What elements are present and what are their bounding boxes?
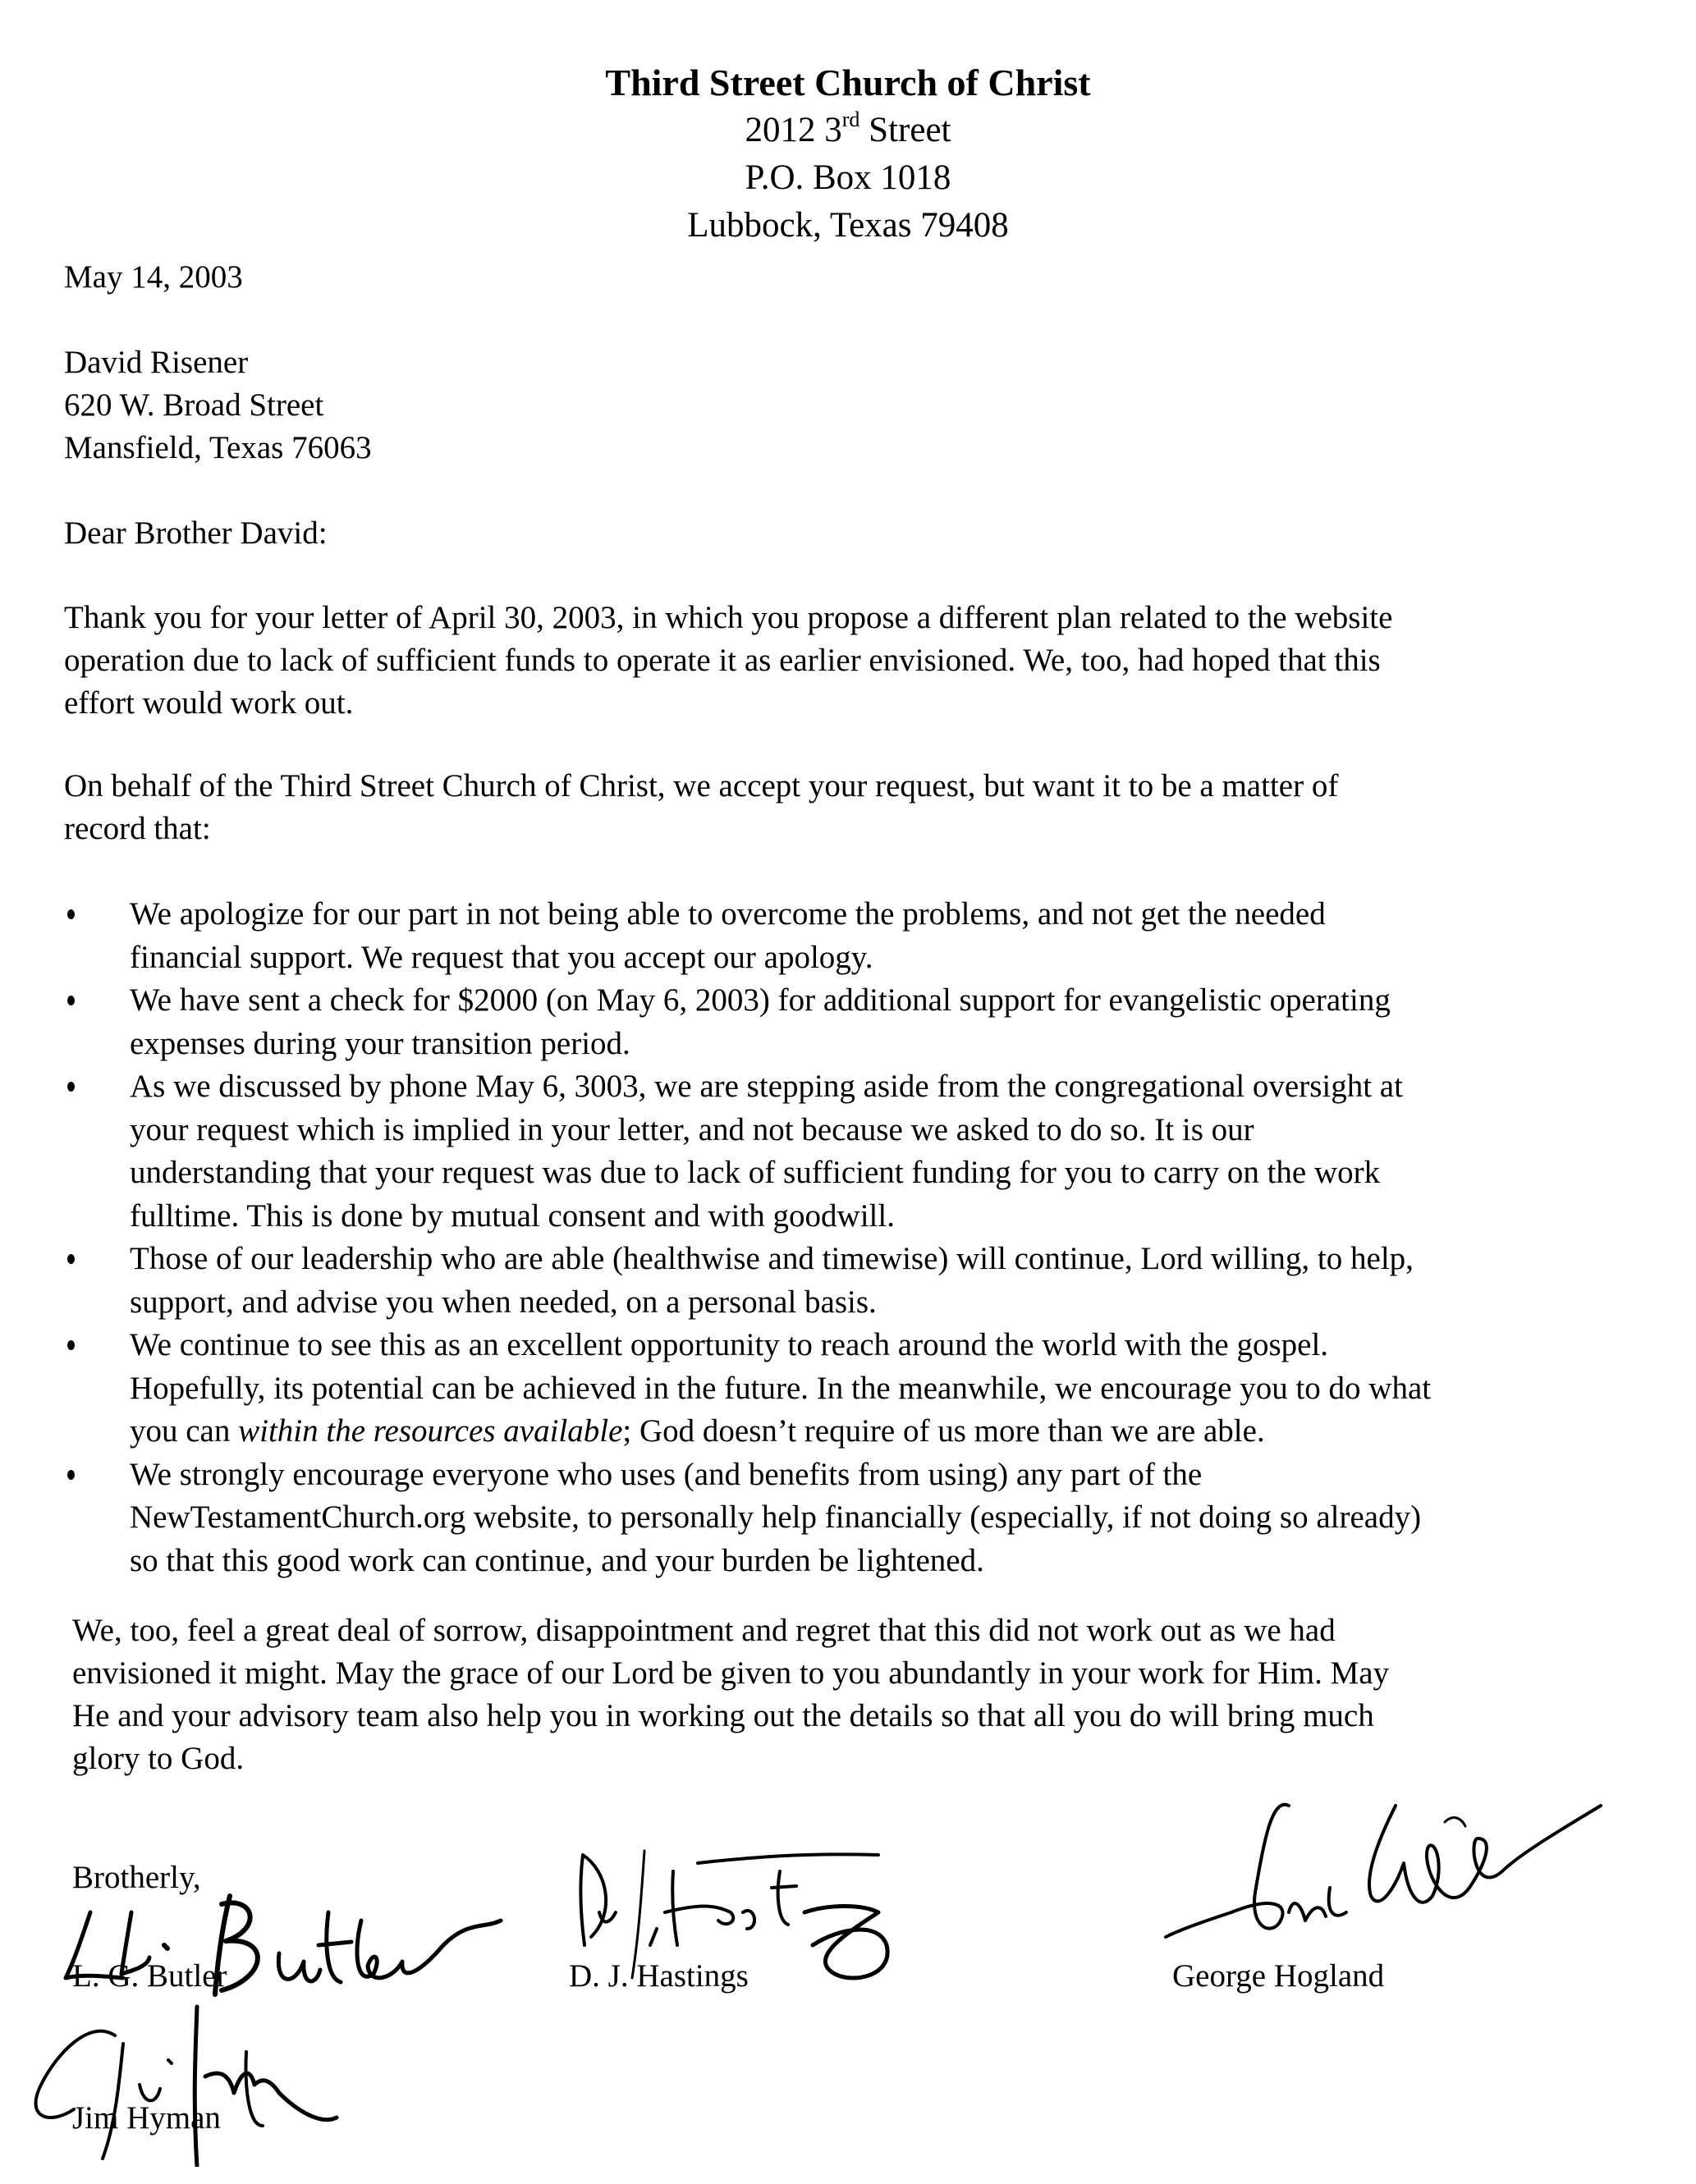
bullet-line: As we discussed by phone May 6, 3003, we are stepping aside from the congregational oversight at: [130, 1069, 1403, 1104]
text-run: ; God doesn’t require of us more than we are able.: [622, 1413, 1265, 1449]
recipient-street: 620 W. Broad Street: [64, 387, 324, 423]
list-item: [64, 1454, 1665, 1583]
closing-paragraph: [72, 1609, 1648, 1780]
church-street-address: [0, 107, 1696, 154]
intro-paragraph: [64, 597, 1640, 725]
paragraph-line: effort would work out.: [64, 685, 354, 721]
bullet-line: [130, 1410, 1665, 1454]
bullet-line: We strongly encourage everyone who uses (and benefits from using) any part of the: [130, 1456, 1203, 1492]
signature-hogland: [1149, 1789, 1609, 1970]
signatory-name-hastings: D. J. Hastings: [569, 1958, 749, 1994]
bullet-line: expenses during your transition period.: [130, 1025, 630, 1061]
letter-date: May 14, 2003: [64, 259, 243, 295]
list-item: [64, 1065, 1665, 1238]
bullet-line: We apologize for our part in not being able to overcome the problems, and not get the needed: [130, 896, 1326, 932]
paragraph-line: glory to God.: [72, 1741, 245, 1776]
paragraph-line: envisioned it might. May the grace of our Lord be given to you abundantly in your work for Him. May: [72, 1655, 1390, 1691]
paragraph-line: On behalf of the Third Street Church of Christ, we accept your request, but want it to be a matter of: [64, 768, 1339, 804]
salutation: Dear Brother David:: [64, 515, 328, 551]
bullet-line: Those of our leadership who are able (healthwise and timewise) will continue, Lord willing, to help,: [130, 1241, 1414, 1276]
recipient-name: David Risener: [64, 345, 249, 380]
bullet-icon: [67, 1340, 75, 1350]
bullet-icon: [67, 1254, 75, 1264]
bullet-icon: [67, 1082, 75, 1092]
bullet-line: We have sent a check for $2000 (on May 6, 2003) for additional support for evangelistic operating: [130, 982, 1391, 1018]
recipient-city-state-zip: Mansfield, Texas 76063: [64, 430, 372, 465]
paragraph-line: operation due to lack of sufficient funds to operate it as earlier envisioned. We, too, had hoped that this: [64, 643, 1381, 678]
valediction: Brotherly,: [72, 1860, 201, 1895]
paragraph-line: record that:: [64, 811, 211, 846]
list-item: [64, 979, 1665, 1065]
bullet-icon: [67, 909, 75, 919]
signature-hyman: [25, 2003, 386, 2167]
list-item: [64, 893, 1665, 979]
bullet-line: understanding that your request was due to lack of sufficient funding for you to carry on the work: [130, 1155, 1381, 1190]
bullet-line: Hopefully, its potential can be achieved in the future. In the meanwhile, we encourage you to do what: [130, 1370, 1432, 1406]
signatory-name-hyman: Jim Hyman: [72, 2100, 221, 2136]
record-points-list: [64, 893, 1665, 1582]
church-city-state-zip: Lubbock, Texas 79408: [687, 206, 1009, 245]
paragraph-line: We, too, feel a great deal of sorrow, disappointment and regret that this did not work out as we had: [72, 1613, 1336, 1648]
street-name: Street: [859, 111, 951, 149]
ordinal-suffix: rd: [841, 108, 860, 131]
bullet-line: your request which is implied in your letter, and not because we asked to do so. It is our: [130, 1111, 1254, 1147]
bullet-line: so that this good work can continue, and your burden be lightened.: [130, 1542, 984, 1578]
signatory-name-hogland: George Hogland: [1172, 1958, 1385, 1994]
letterhead: [0, 59, 1696, 250]
list-item: [64, 1238, 1665, 1324]
bullet-line: financial support. We request that you accept our apology.: [130, 939, 873, 975]
street-number: 2012 3: [745, 111, 842, 149]
bullet-icon: [67, 1470, 75, 1480]
text-run: you can: [130, 1413, 239, 1449]
bullet-line: support, and advise you when needed, on a personal basis.: [130, 1284, 877, 1320]
emphasized-text: within the resources available: [238, 1413, 623, 1449]
paragraph-line: Thank you for your letter of April 30, 2003, in which you propose a different plan related to the website: [64, 600, 1393, 635]
bullet-line: We continue to see this as an excellent opportunity to reach around the world with the gospel.: [130, 1327, 1329, 1362]
bullet-line: fulltime. This is done by mutual consent and with goodwill.: [130, 1197, 895, 1234]
church-po-box: P.O. Box 1018: [745, 158, 951, 197]
signatory-name-butler: L. G. Butler: [72, 1958, 227, 1994]
bullet-line: NewTestamentChurch.org website, to personally help financially (especially, if not doing so already): [130, 1499, 1422, 1535]
paragraph-line: He and your advisory team also help you in working out the details so that all you do will bring much: [72, 1698, 1374, 1733]
church-name: Third Street Church of Christ: [605, 62, 1091, 103]
acceptance-paragraph: [64, 765, 1640, 850]
list-item: [64, 1324, 1665, 1454]
bullet-icon: [67, 996, 75, 1005]
